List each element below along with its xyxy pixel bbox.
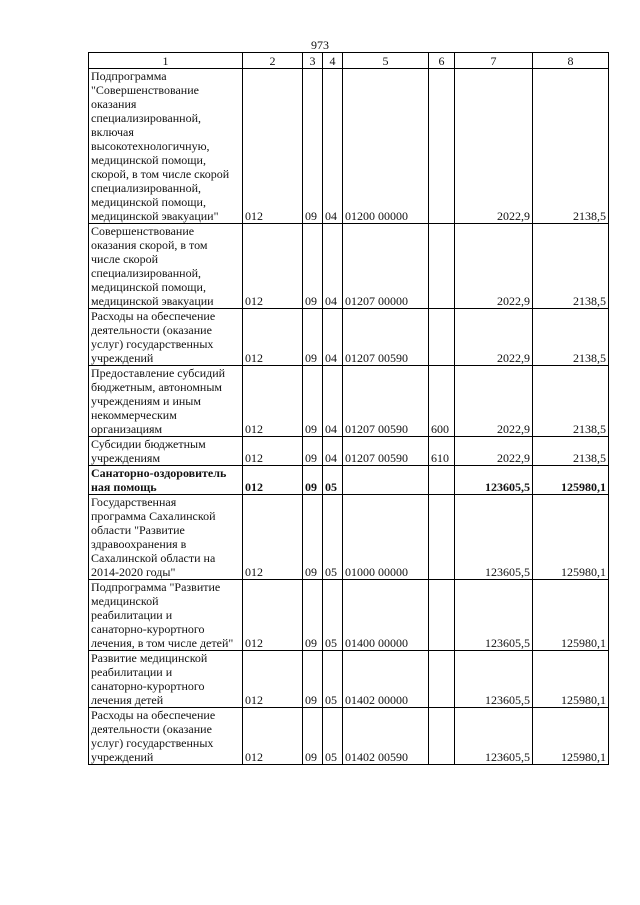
- row-name-line: бюджетным, автономным: [91, 380, 222, 394]
- table-row: [89, 495, 609, 580]
- section-cell: 09: [303, 437, 323, 466]
- section-cell: 09: [303, 495, 323, 580]
- column-header: 4: [323, 53, 343, 69]
- subsection-cell: 04: [323, 437, 343, 466]
- target-article-cell: 01207 00590: [343, 309, 429, 366]
- subsection-cell: 05: [323, 708, 343, 765]
- row-name-line: Расходы на обеспечение: [91, 309, 216, 323]
- row-name-line: услуг) государственных: [91, 736, 214, 750]
- expense-type-cell: [429, 69, 455, 224]
- section-cell: 09: [303, 69, 323, 224]
- column-header: 7: [455, 53, 533, 69]
- section-cell: 09: [303, 651, 323, 708]
- row-name-line: здравоохранения в: [91, 537, 187, 551]
- row-name-line: санаторно-курортного: [91, 622, 205, 636]
- row-name-line: специализированной,: [91, 111, 202, 125]
- row-name-line: реабилитации и: [91, 665, 173, 679]
- row-name-line: медицинской помощи,: [91, 195, 206, 209]
- table-row: [89, 437, 609, 466]
- header-row: [89, 53, 609, 69]
- expense-type-cell: [429, 224, 455, 309]
- row-name-line: санаторно-курортного: [91, 679, 205, 693]
- row-name-line: учреждениям и иным: [91, 394, 201, 408]
- amount-year1-cell: 2022,9: [455, 224, 533, 309]
- target-article-cell: 01402 00000: [343, 651, 429, 708]
- row-name-line: Подпрограмма: [91, 69, 167, 83]
- amount-year2-cell: 125980,1: [533, 495, 609, 580]
- row-name-line: учреждениям: [91, 451, 161, 465]
- row-name-cell: [89, 495, 243, 580]
- target-article-cell: 01207 00000: [343, 224, 429, 309]
- row-name-line: числе скорой: [91, 252, 159, 266]
- row-name-line: ная помощь: [91, 480, 157, 494]
- amount-year1-cell: 2022,9: [455, 309, 533, 366]
- target-article-cell: 01207 00590: [343, 366, 429, 437]
- amount-year2-cell: 2138,5: [533, 69, 609, 224]
- subsection-cell: 05: [323, 651, 343, 708]
- row-name-line: "Совершенствование: [91, 83, 199, 97]
- subsection-cell: 04: [323, 224, 343, 309]
- row-name-line: области "Развитие: [91, 523, 185, 537]
- admin-code-cell: 012: [243, 580, 303, 651]
- amount-year1-cell: 123605,5: [455, 580, 533, 651]
- admin-code-cell: 012: [243, 437, 303, 466]
- row-name-cell: [89, 580, 243, 651]
- target-article-cell: 01400 00000: [343, 580, 429, 651]
- table-row: [89, 224, 609, 309]
- column-header: 1: [89, 53, 243, 69]
- column-header: 3: [303, 53, 323, 69]
- table-row: [89, 466, 609, 495]
- amount-year1-cell: 123605,5: [455, 708, 533, 765]
- row-name-line: деятельности (оказание: [91, 722, 212, 736]
- column-header: 8: [533, 53, 609, 69]
- row-name-line: специализированной,: [91, 266, 202, 280]
- admin-code-cell: 012: [243, 708, 303, 765]
- row-name-line: Развитие медицинской: [91, 651, 208, 665]
- admin-code-cell: 012: [243, 309, 303, 366]
- amount-year1-cell: 2022,9: [455, 437, 533, 466]
- admin-code-cell: 012: [243, 651, 303, 708]
- column-header: 5: [343, 53, 429, 69]
- subsection-cell: 04: [323, 309, 343, 366]
- row-name-cell: [89, 224, 243, 309]
- row-name-line: Сахалинской области на: [91, 551, 216, 565]
- page-number: 973: [311, 38, 329, 52]
- row-name-cell: [89, 708, 243, 765]
- amount-year2-cell: 2138,5: [533, 437, 609, 466]
- expense-type-cell: [429, 309, 455, 366]
- table-row: [89, 580, 609, 651]
- subsection-cell: 04: [323, 69, 343, 224]
- target-article-cell: 01200 00000: [343, 69, 429, 224]
- expense-type-cell: 600: [429, 366, 455, 437]
- row-name-line: медицинской помощи,: [91, 153, 206, 167]
- row-name-line: скорой, в том числе скорой: [91, 167, 230, 181]
- row-name-line: Субсидии бюджетным: [91, 437, 206, 451]
- row-name-line: организациям: [91, 422, 163, 436]
- target-article-cell: 01000 00000: [343, 495, 429, 580]
- amount-year1-cell: 2022,9: [455, 69, 533, 224]
- row-name-line: Подпрограмма "Развитие: [91, 580, 221, 594]
- table-row: [89, 69, 609, 224]
- column-header: 2: [243, 53, 303, 69]
- admin-code-cell: 012: [243, 366, 303, 437]
- expense-type-cell: [429, 651, 455, 708]
- row-name-line: деятельности (оказание: [91, 323, 212, 337]
- table-row: [89, 708, 609, 765]
- row-name-line: оказания: [91, 97, 137, 111]
- amount-year2-cell: 125980,1: [533, 580, 609, 651]
- row-name-cell: [89, 466, 243, 495]
- section-cell: 09: [303, 366, 323, 437]
- row-name-line: программа Сахалинской: [91, 509, 216, 523]
- table-row: [89, 366, 609, 437]
- subsection-cell: 05: [323, 580, 343, 651]
- row-name-line: Совершенствование: [91, 224, 195, 238]
- subsection-cell: 05: [323, 466, 343, 495]
- expense-type-cell: [429, 708, 455, 765]
- amount-year2-cell: 2138,5: [533, 224, 609, 309]
- row-name-line: медицинской эвакуации": [91, 209, 219, 223]
- row-name-line: включая: [91, 125, 134, 139]
- row-name-line: лечения детей: [91, 693, 164, 707]
- row-name-line: медицинской: [91, 594, 159, 608]
- section-cell: 09: [303, 466, 323, 495]
- section-cell: 09: [303, 580, 323, 651]
- row-name-line: Предоставление субсидий: [91, 366, 226, 380]
- row-name-cell: [89, 309, 243, 366]
- row-name-line: реабилитации и: [91, 608, 173, 622]
- row-name-line: учреждений: [91, 750, 154, 764]
- row-name-cell: [89, 651, 243, 708]
- table-body: [89, 69, 609, 765]
- amount-year2-cell: 125980,1: [533, 466, 609, 495]
- admin-code-cell: 012: [243, 224, 303, 309]
- row-name-cell: [89, 69, 243, 224]
- amount-year1-cell: 123605,5: [455, 651, 533, 708]
- target-article-cell: 01207 00590: [343, 437, 429, 466]
- section-cell: 09: [303, 708, 323, 765]
- row-name-line: некоммерческим: [91, 408, 177, 422]
- subsection-cell: 04: [323, 366, 343, 437]
- amount-year1-cell: 123605,5: [455, 495, 533, 580]
- row-name-line: специализированной,: [91, 181, 202, 195]
- amount-year2-cell: 2138,5: [533, 309, 609, 366]
- section-cell: 09: [303, 224, 323, 309]
- row-name-line: Расходы на обеспечение: [91, 708, 216, 722]
- row-name-line: медицинской помощи,: [91, 280, 206, 294]
- row-name-line: Санаторно-оздоровитель: [91, 466, 227, 480]
- row-name-line: учреждений: [91, 351, 154, 365]
- row-name-line: услуг) государственных: [91, 337, 214, 351]
- row-name-line: 2014-2020 годы": [91, 565, 176, 579]
- expense-type-cell: [429, 466, 455, 495]
- row-name-line: лечения, в том числе детей": [91, 636, 234, 650]
- admin-code-cell: 012: [243, 69, 303, 224]
- row-name-line: медицинской эвакуации: [91, 294, 214, 308]
- row-name-line: оказания скорой, в том: [91, 238, 208, 252]
- budget-table: [88, 52, 609, 765]
- expense-type-cell: [429, 495, 455, 580]
- admin-code-cell: 012: [243, 466, 303, 495]
- row-name-line: высокотехнологичную,: [91, 139, 210, 153]
- expense-type-cell: [429, 580, 455, 651]
- amount-year1-cell: 2022,9: [455, 366, 533, 437]
- target-article-cell: 01402 00590: [343, 708, 429, 765]
- amount-year2-cell: 2138,5: [533, 366, 609, 437]
- expense-type-cell: 610: [429, 437, 455, 466]
- amount-year2-cell: 125980,1: [533, 651, 609, 708]
- section-cell: 09: [303, 309, 323, 366]
- table-row: [89, 651, 609, 708]
- amount-year1-cell: 123605,5: [455, 466, 533, 495]
- column-header: 6: [429, 53, 455, 69]
- admin-code-cell: 012: [243, 495, 303, 580]
- row-name-cell: [89, 437, 243, 466]
- target-article-cell: [343, 466, 429, 495]
- row-name-line: Государственная: [91, 495, 177, 509]
- table-row: [89, 309, 609, 366]
- amount-year2-cell: 125980,1: [533, 708, 609, 765]
- row-name-cell: [89, 366, 243, 437]
- subsection-cell: 05: [323, 495, 343, 580]
